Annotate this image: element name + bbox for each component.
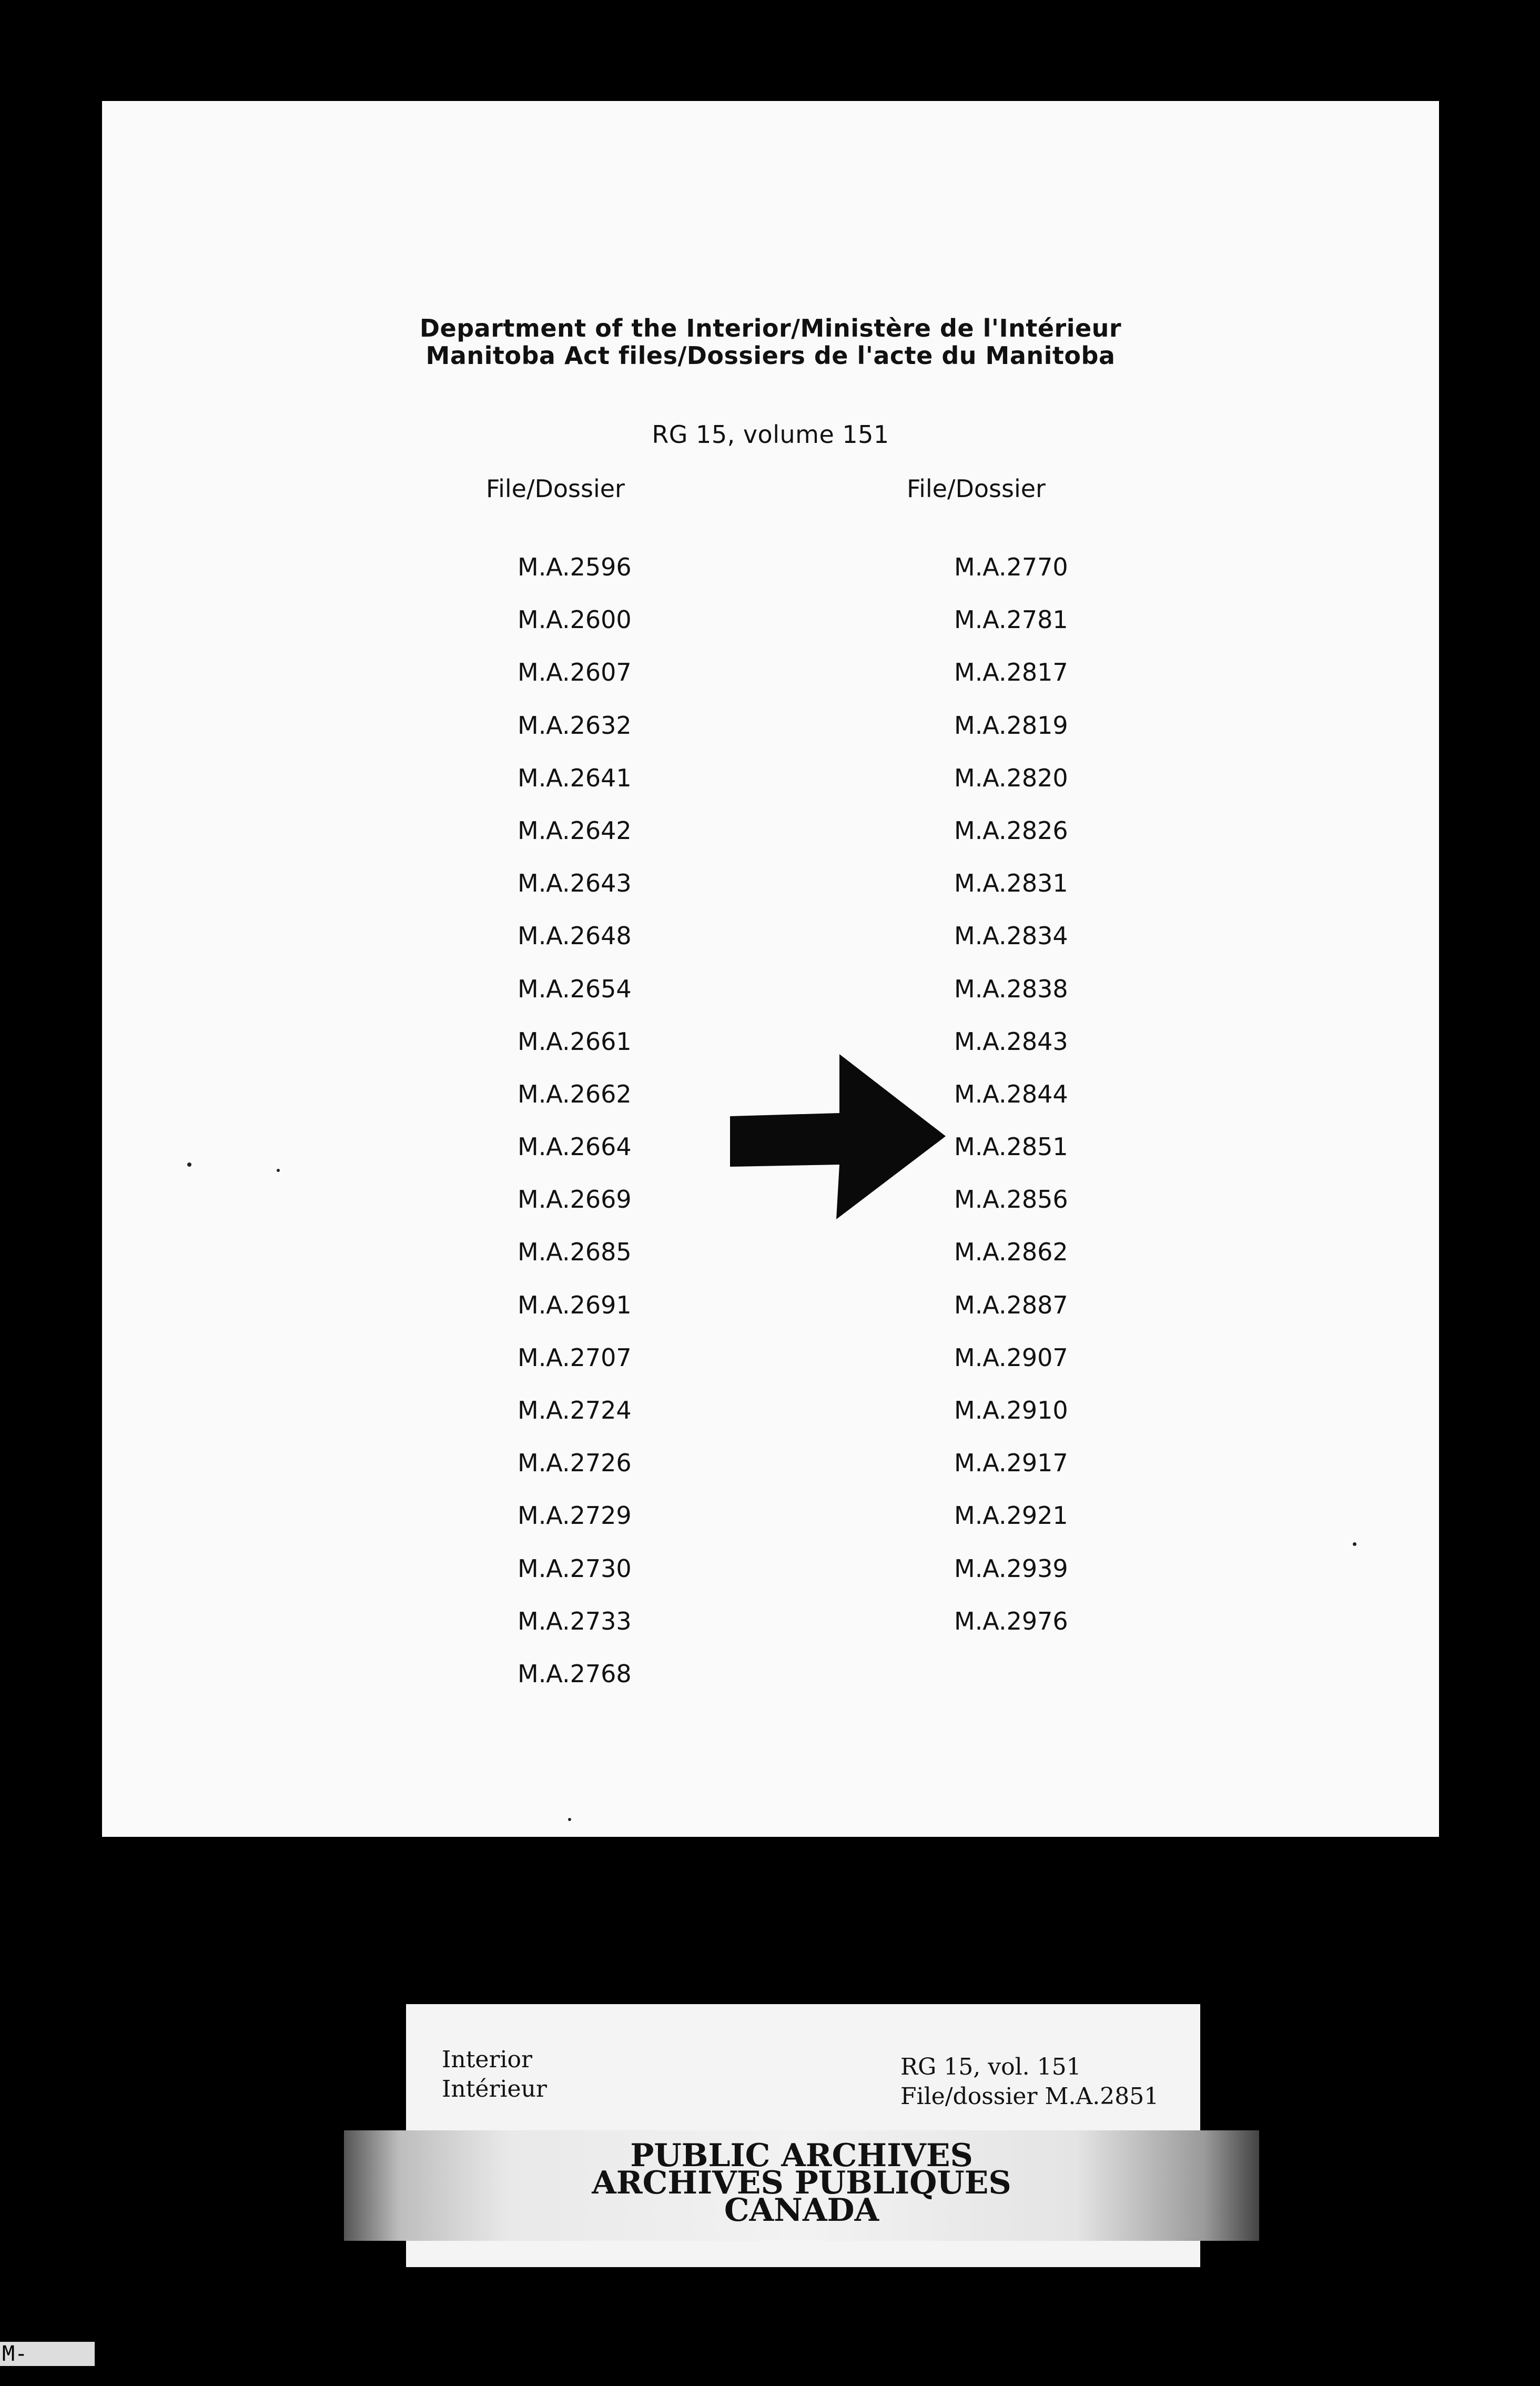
file-entry: M.A.2907	[954, 1343, 1068, 1372]
speck	[568, 1818, 571, 1821]
file-entry: M.A.2600	[518, 605, 632, 634]
label-department	[442, 2045, 547, 2104]
archives-stamp-band	[344, 2130, 1259, 2241]
label-file: File/dossier M.A.2851	[900, 2083, 1159, 2110]
archive-label	[406, 2004, 1200, 2267]
file-entry: M.A.2669	[518, 1185, 632, 1214]
stamp-line-2: ARCHIVES PUBLIQUES	[592, 2165, 1011, 2201]
header-department: Department of the Interior/Ministère de l'Intérieur	[419, 314, 1122, 342]
file-entry: M.A.2724	[518, 1396, 632, 1424]
stamp-line-3: CANADA	[724, 2192, 879, 2229]
file-entry: M.A.2642	[518, 816, 632, 845]
speck	[187, 1162, 191, 1167]
label-reference	[900, 2053, 1159, 2111]
file-entry: M.A.2887	[954, 1290, 1068, 1319]
file-entry: M.A.2834	[954, 922, 1068, 951]
file-entry: M.A.2817	[954, 658, 1068, 687]
file-entry: M.A.2691	[518, 1290, 632, 1319]
file-entry: M.A.2781	[954, 605, 1068, 634]
file-entry: M.A.2730	[518, 1554, 632, 1583]
file-entry: M.A.2768	[518, 1659, 632, 1688]
label-dept-fr: Intérieur	[442, 2076, 547, 2102]
file-entry: M.A.2654	[518, 974, 632, 1003]
file-entry: M.A.2939	[954, 1554, 1068, 1583]
speck	[277, 1169, 280, 1172]
file-entry: M.A.2843	[954, 1027, 1068, 1056]
label-dept-en: Interior	[442, 2046, 533, 2073]
file-entry: M.A.2910	[954, 1396, 1068, 1424]
file-entry: M.A.2820	[954, 763, 1068, 792]
file-entry: M.A.2838	[954, 974, 1068, 1003]
column-heading-left: File/Dossier	[486, 474, 625, 503]
file-entry: M.A.2729	[518, 1501, 632, 1530]
file-entry: M.A.2726	[518, 1449, 632, 1478]
label-volume: RG 15, vol. 151	[900, 2054, 1081, 2080]
file-entry: M.A.2641	[518, 763, 632, 792]
file-entry: M.A.2831	[954, 869, 1068, 898]
file-entry: M.A.2976	[954, 1606, 1068, 1635]
file-entry: M.A.2707	[518, 1343, 632, 1372]
file-entry: M.A.2632	[518, 711, 632, 740]
arrow-right-icon	[728, 1054, 949, 1222]
file-entry: M.A.2851	[954, 1133, 1068, 1161]
file-entry: M.A.2662	[518, 1079, 632, 1108]
file-entry: M.A.2856	[954, 1185, 1068, 1214]
file-entry: M.A.2596	[518, 553, 632, 581]
file-entry: M.A.2844	[954, 1079, 1068, 1108]
file-entry: M.A.2917	[954, 1449, 1068, 1478]
file-entry: M.A.2607	[518, 658, 632, 687]
file-list-left	[518, 551, 632, 1711]
file-entry: M.A.2664	[518, 1133, 632, 1161]
column-heading-right: File/Dossier	[907, 474, 1046, 503]
archives-stamp	[344, 2130, 1259, 2229]
header-series: Manitoba Act files/Dossiers de l'acte du Manitoba	[425, 341, 1116, 370]
file-entry: M.A.2643	[518, 869, 632, 898]
header-volume: RG 15, volume 151	[652, 420, 889, 449]
file-entry: M.A.2862	[954, 1238, 1068, 1267]
file-entry: M.A.2685	[518, 1238, 632, 1267]
speck	[1353, 1542, 1356, 1546]
stamp-line-1: PUBLIC ARCHIVES	[630, 2137, 973, 2174]
file-list-right	[954, 551, 1068, 1658]
microfilm-tag: M-	[0, 2342, 95, 2366]
file-entry: M.A.2826	[954, 816, 1068, 845]
document-page	[102, 101, 1439, 1837]
file-entry: M.A.2733	[518, 1606, 632, 1635]
file-entry: M.A.2770	[954, 553, 1068, 581]
file-entry: M.A.2661	[518, 1027, 632, 1056]
file-entry: M.A.2648	[518, 922, 632, 951]
file-entry: M.A.2819	[954, 711, 1068, 740]
file-entry: M.A.2921	[954, 1501, 1068, 1530]
